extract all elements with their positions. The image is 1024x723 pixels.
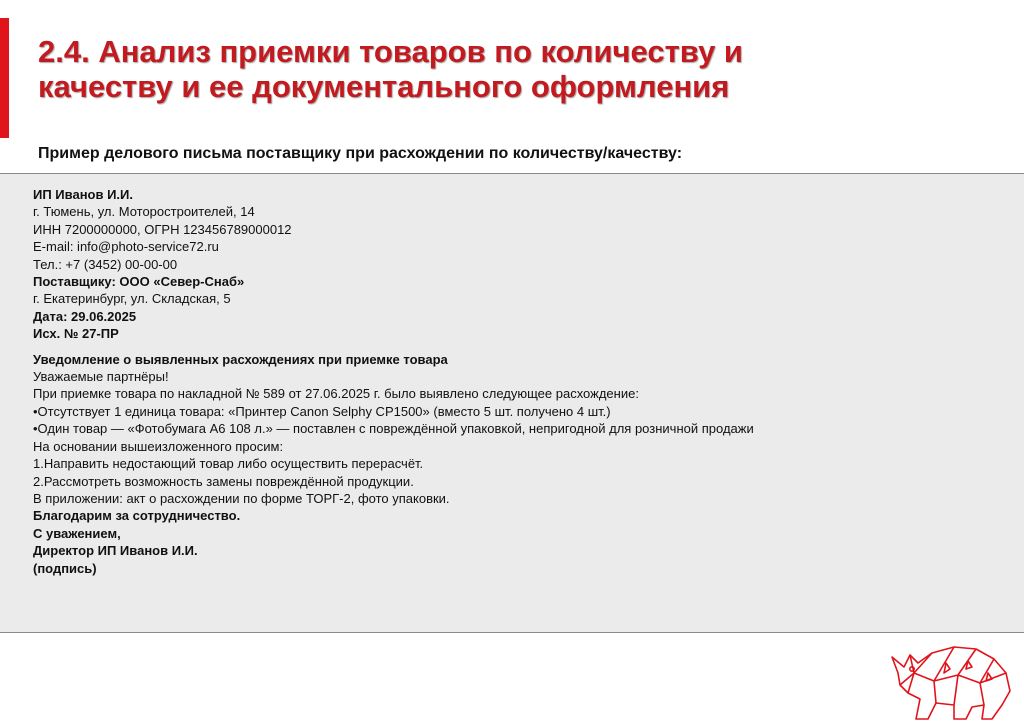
closing: С уважением,	[33, 525, 121, 541]
outgoing-number: Исх. № 27-ПР	[33, 326, 119, 342]
sender-email: E-mail: info@photo-service72.ru	[33, 239, 219, 255]
request-intro: На основании вышеизложенного просим:	[33, 438, 284, 454]
intro: При приемке товара по накладной № 589 от 27.06.2025 г. было выявлено следующее расхождение:	[33, 386, 639, 402]
spacer	[33, 343, 754, 351]
attachment: В приложении: акт о расхождении по форме ТОРГ-2, фото упаковки.	[33, 490, 450, 506]
letter-date: Дата: 29.06.2025	[33, 308, 137, 324]
title-line-1: 2.4. Анализ приемки товаров по количеству и	[38, 34, 743, 69]
letter-panel	[0, 173, 1024, 633]
letter-body	[33, 186, 754, 577]
request-1: 1.Направить недостающий товар либо осуществить перерасчёт.	[33, 456, 424, 472]
accent-bar	[0, 18, 9, 138]
greeting: Уважаемые партнёры!	[33, 369, 169, 385]
title-line-2: качеству и ее документального оформления	[38, 69, 730, 104]
letter-subject: Уведомление о выявленных расхождениях при приемке товара	[33, 351, 448, 367]
recipient-address: г. Екатеринбург, ул. Складская, 5	[33, 291, 231, 307]
sender-address: г. Тюмень, ул. Моторостроителей, 14	[33, 204, 255, 220]
sender-phone: Тел.: +7 (3452) 00-00-00	[33, 256, 178, 272]
thanks: Благодарим за сотрудничество.	[33, 508, 241, 524]
sender-name: ИП Иванов И.И.	[33, 187, 134, 202]
page-subtitle: Пример делового письма поставщику при расхождении по количеству/качеству:	[38, 145, 683, 162]
sender-ids: ИНН 7200000000, ОГРН 123456789000012	[33, 221, 292, 237]
issue-2: •Один товар — «Фотобумага А6 108 л.» — поставлен с повреждённой упаковкой, непригодной для розничной продажи	[33, 421, 754, 437]
request-2: 2.Рассмотреть возможность замены повреждённой продукции.	[33, 473, 414, 489]
signature: (подпись)	[33, 560, 97, 576]
rhino-icon	[888, 633, 1018, 721]
page-title	[38, 34, 978, 104]
recipient: Поставщику: ООО «Север-Снаб»	[33, 274, 245, 290]
issue-1: •Отсутствует 1 единица товара: «Принтер Canon Selphy CP1500» (вместо 5 шт. получено 4 шт.)	[33, 403, 611, 419]
signatory: Директор ИП Иванов И.И.	[33, 543, 198, 559]
